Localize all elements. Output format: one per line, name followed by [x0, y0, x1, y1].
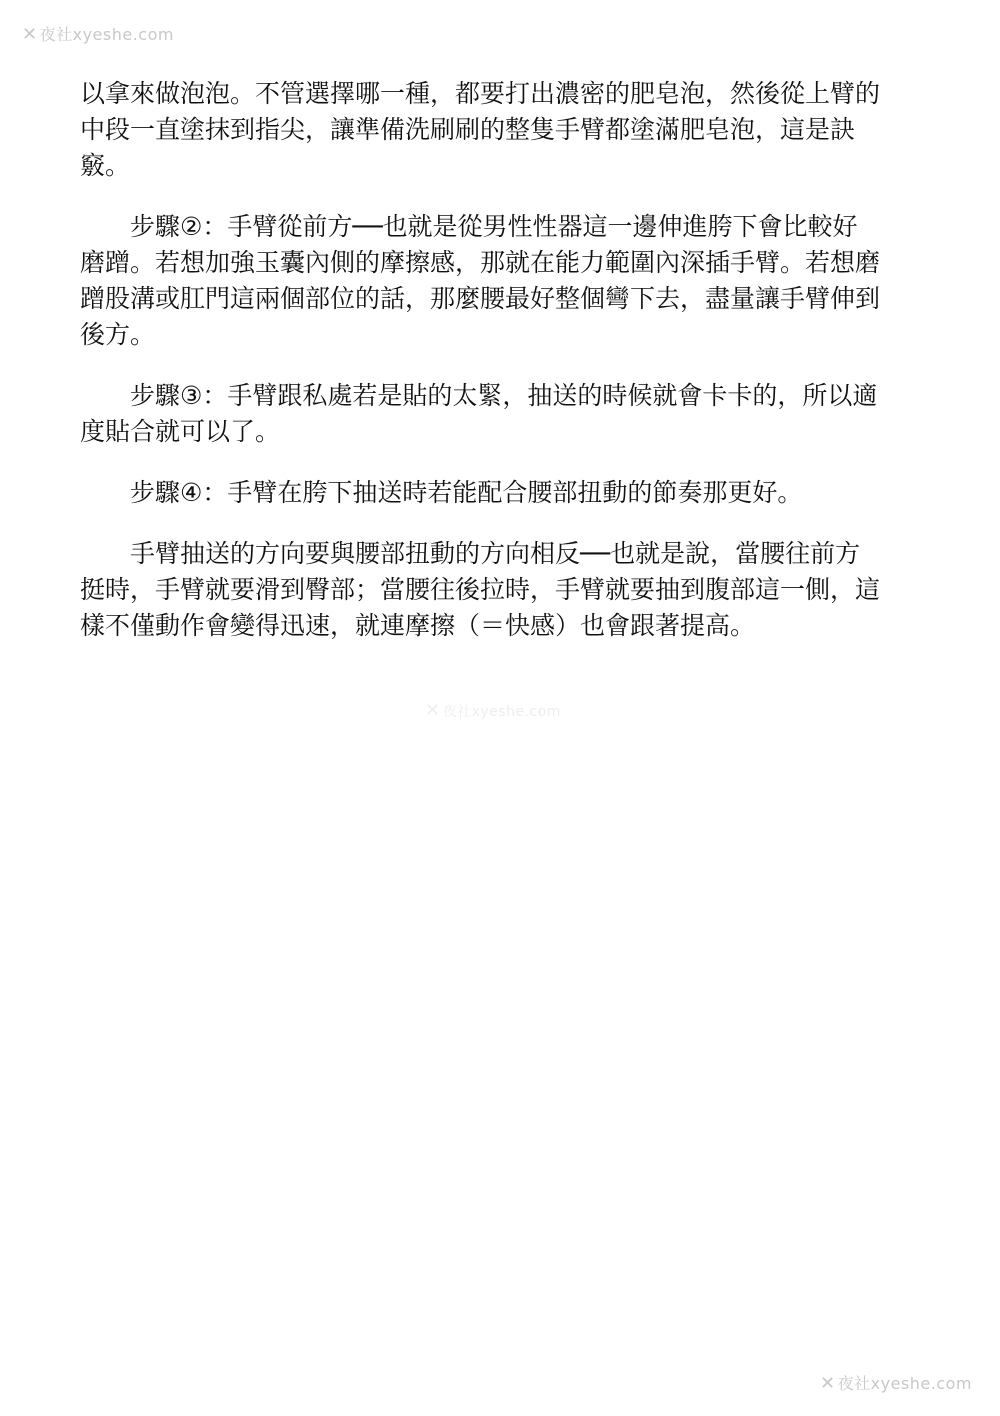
paragraph: 以拿來做泡泡。不管選擇哪一種，都要打出濃密的肥皂泡，然後從上臂的 中段一直塗抹到指尖，讓準備洗刷刷的整隻手臂都塗滿肥皂泡，這是訣 竅。 [80, 79, 881, 180]
paragraph: 步驟④：手臂在胯下抽送時若能配合腰部扭動的節奏那更好。 [80, 478, 803, 507]
watermark-middle-text: 夜社xyeshe.com [442, 704, 561, 720]
x-logo-icon: ✕ [425, 700, 441, 721]
document-body [80, 76, 920, 669]
paragraph: 步驟②：手臂從前方──也就是從男性性器這一邊伸進胯下會比較好 磨蹭。若想加強玉囊內側的摩擦感，那就在能力範圍內深插手臂。若想磨 蹭股溝或肛門這兩個部位的話，那麼腰最好整個彎下去，盡量讓手臂伸到 後方。 [80, 212, 881, 349]
paragraph: 手臂抽送的方向要與腰部扭動的方向相反──也就是說，當腰往前方 挺時，手臂就要滑到臀部；當腰往後拉時，手臂就要抽到腹部這一側，這 樣不僅動作會變得迅速，就連摩擦（＝快感）也會跟著提高。 [80, 539, 881, 640]
watermark-top-text: 夜社xyeshe.com [39, 25, 174, 44]
x-logo-icon: ✕ [22, 24, 38, 45]
watermark-top [22, 22, 174, 45]
paragraph: 步驟③：手臂跟私處若是貼的太緊，抽送的時候就會卡卡的，所以適 度貼合就可以了。 [80, 381, 878, 446]
x-logo-icon: ✕ [820, 1373, 836, 1394]
watermark-bottom [820, 1371, 972, 1394]
watermark-middle [425, 700, 561, 721]
watermark-bottom-text: 夜社xyeshe.com [837, 1374, 972, 1393]
